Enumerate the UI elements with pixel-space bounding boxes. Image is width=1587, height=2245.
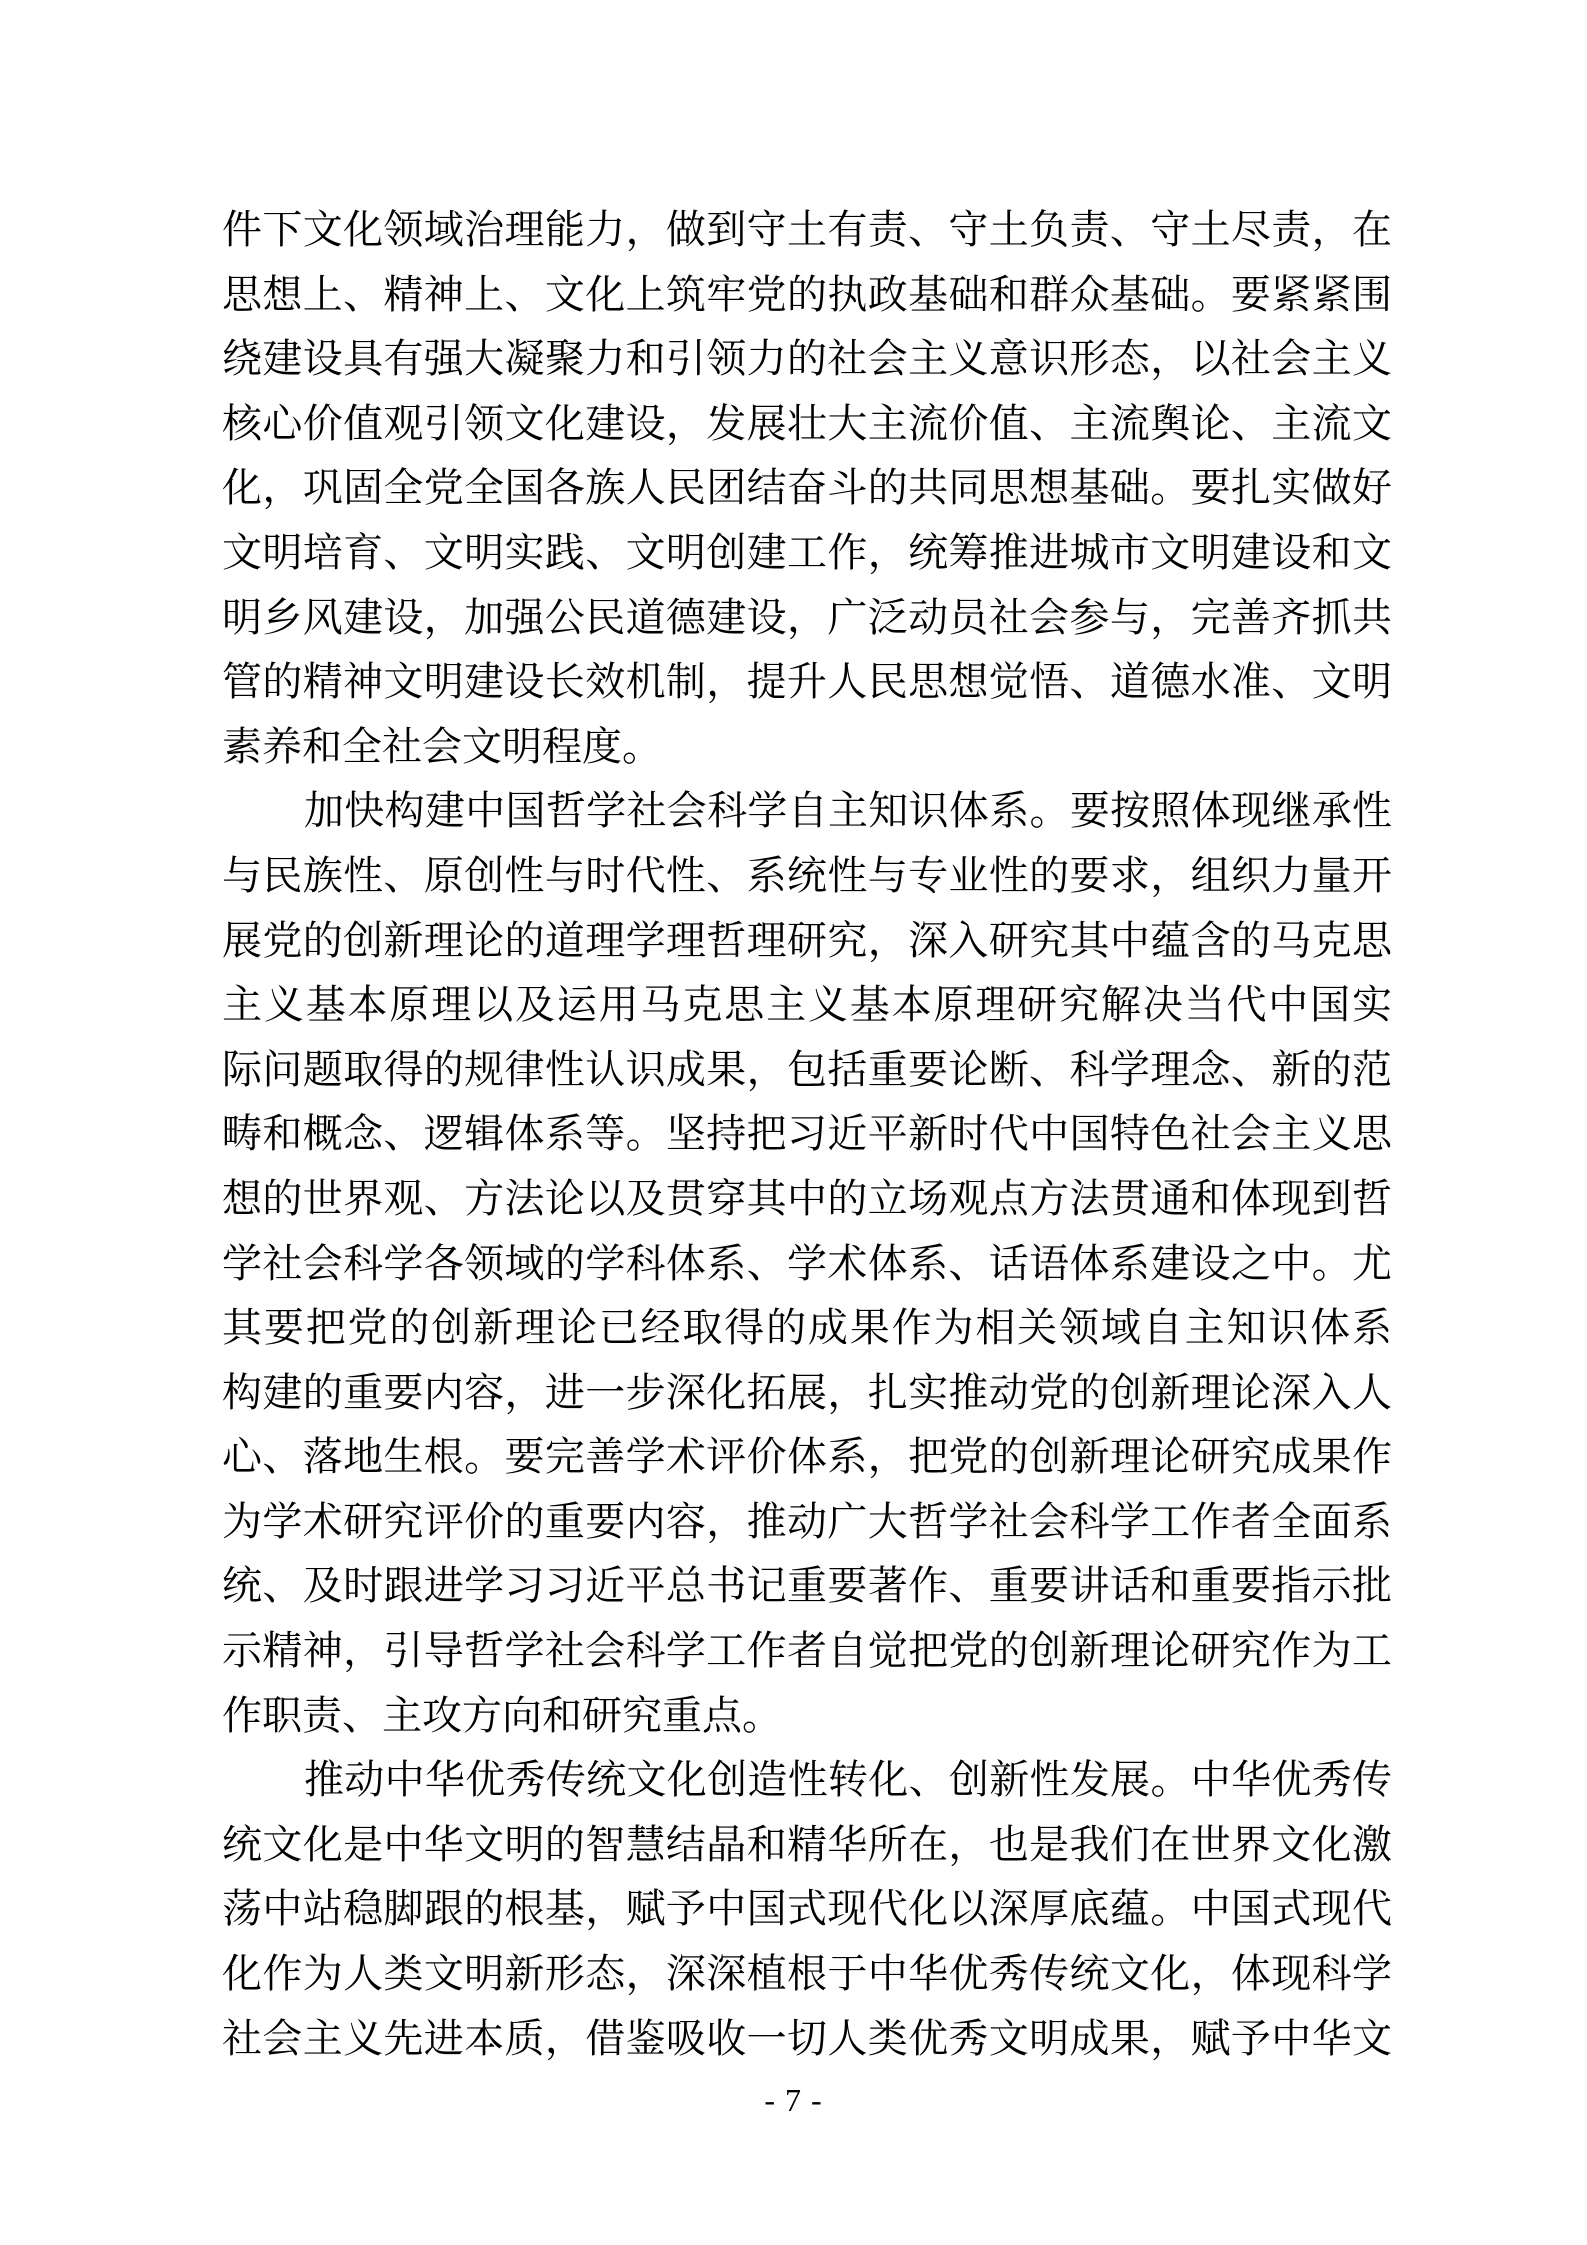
text-line: 绕建设具有强大凝聚力和引领力的社会主义意识形态，以社会主义 [222,336,1392,382]
text-line: 心、落地生根。要完善学术评价体系，把党的创新理论研究成果作 [222,1434,1392,1480]
text-line: 想的世界观、方法论以及贯穿其中的立场观点方法贯通和体现到哲 [222,1175,1392,1221]
text-line: 学社会科学各领域的学科体系、学术体系、话语体系建设之中。尤 [222,1240,1392,1286]
text-line: 其要把党的创新理论已经取得的成果作为相关领域自主知识体系 [222,1305,1392,1351]
page-number: - 7 - [764,2082,823,2118]
text-line: 核心价值观引领文化建设，发展壮大主流价值、主流舆论、主流文 [222,400,1392,446]
paragraph [222,779,1392,1748]
text-line: 荡中站稳脚跟的根基，赋予中国式现代化以深厚底蕴。中国式现代 [222,1886,1392,1932]
text-line: 统、及时跟进学习习近平总书记重要著作、重要讲话和重要指示批 [222,1563,1392,1609]
page-footer [0,2080,1587,2120]
text-line: 件下文化领域治理能力，做到守土有责、守土负责、守土尽责，在 [222,207,1392,252]
text-line: 际问题取得的规律性认识成果，包括重要论断、科学理念、新的范 [222,1046,1392,1092]
paragraph [222,1748,1392,2071]
text-line: 化作为人类文明新形态，深深植根于中华优秀传统文化，体现科学 [222,1951,1392,1997]
text-line: 为学术研究评价的重要内容，推动广大哲学社会科学工作者全面系 [222,1498,1392,1544]
paragraph [222,198,1392,779]
text-line: 化，巩固全党全国各族人民团结奋斗的共同思想基础。要扎实做好 [222,465,1392,511]
document-body [222,198,1392,2071]
text-line: 作职责、主攻方向和研究重点。 [222,1692,782,1738]
text-line: 管的精神文明建设长效机制，提升人民思想觉悟、道德水准、文明 [222,659,1392,705]
text-line: 展党的创新理论的道理学理哲理研究，深入研究其中蕴含的马克思 [222,917,1392,963]
text-line: 与民族性、原创性与时代性、系统性与专业性的要求，组织力量开 [222,852,1392,898]
text-line: 素养和全社会文明程度。 [222,723,662,769]
text-line: 构建的重要内容，进一步深化拓展，扎实推动党的创新理论深入人 [222,1369,1392,1415]
text-line: 明乡风建设，加强公民道德建设，广泛动员社会参与，完善齐抓共 [222,594,1392,640]
text-line: 畴和概念、逻辑体系等。坚持把习近平新时代中国特色社会主义思 [222,1111,1392,1157]
text-line: 社会主义先进本质，借鉴吸收一切人类优秀文明成果，赋予中华文 [222,2015,1392,2061]
text-line: 示精神，引导哲学社会科学工作者自觉把党的创新理论研究作为工 [222,1628,1392,1674]
text-line: 统文化是中华文明的智慧结晶和精华所在，也是我们在世界文化激 [222,1821,1392,1867]
text-line: 思想上、精神上、文化上筑牢党的执政基础和群众基础。要紧紧围 [222,271,1392,317]
text-line: 推动中华优秀传统文化创造性转化、创新性发展。中华优秀传 [304,1757,1392,1803]
text-line: 主义基本原理以及运用马克思主义基本原理研究解决当代中国实 [222,982,1392,1028]
text-line: 加快构建中国哲学社会科学自主知识体系。要按照体现继承性 [304,788,1392,834]
text-line: 文明培育、文明实践、文明创建工作，统筹推进城市文明建设和文 [222,529,1392,575]
